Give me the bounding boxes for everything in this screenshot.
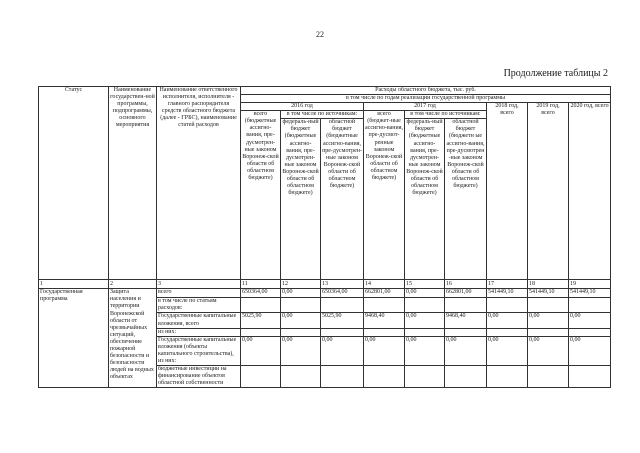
header-federal-2017: федераль-ный бюджет (бюджетные ассигно-вания, пре-дусмотрен-ные законом Воронеж-ской области об областном бюджете): [405, 119, 445, 280]
budget-table: [38, 86, 611, 388]
column-number: 13: [321, 280, 364, 289]
value-cell: 662801,00: [364, 289, 405, 298]
value-cell: [241, 298, 281, 313]
value-cell: [528, 328, 569, 336]
row-label: всего: [157, 289, 241, 298]
header-year-2017: 2017 год: [364, 103, 487, 111]
value-cell: [445, 298, 487, 313]
value-cell: [487, 298, 528, 313]
value-cell: 5025,90: [241, 313, 281, 328]
header-regional-2017: областной бюджет (бюджетн ые ассигно-вания, пре-дусмотрен -ные законом Воронеж-ской области об областном бюджете): [445, 119, 487, 280]
value-cell: [405, 328, 445, 336]
value-cell: 0,00: [281, 313, 321, 328]
program-cell: Защита населения и территории Воронежской области от чрезвычайных ситуаций, обеспечение пожарной безопасности и безопасности людей на водных объектах: [109, 289, 157, 388]
header-year-2016: 2016 год: [241, 103, 364, 111]
header-status: Статус: [39, 87, 109, 280]
row-label: в том числе по статьям расходов:: [157, 298, 241, 313]
value-cell: [281, 298, 321, 313]
column-number: 18: [528, 280, 569, 289]
value-cell: 541449,10: [487, 289, 528, 298]
header-by-years: в том числе по годам реализации государственной программы: [241, 95, 611, 103]
value-cell: 0,00: [281, 289, 321, 298]
value-cell: [487, 328, 528, 336]
value-cell: [569, 366, 611, 388]
column-number: 2: [109, 280, 157, 289]
value-cell: 0,00: [405, 313, 445, 328]
value-cell: [241, 328, 281, 336]
column-number: 16: [445, 280, 487, 289]
value-cell: 9468,40: [364, 313, 405, 328]
value-cell: 0,00: [528, 336, 569, 365]
header-federal-2016: федераль-ный бюджет (бюджетные ассигно-вания, пре-дусмотрен-ные законом Воронеж-ской области об областном бюджете): [281, 119, 321, 280]
value-cell: [528, 366, 569, 388]
value-cell: 0,00: [569, 336, 611, 365]
value-cell: 541449,10: [569, 289, 611, 298]
header-program-name: Наименование государствен-ной программы, подпрограммы, основного мероприятия: [109, 87, 157, 280]
header-year-2018: 2018 год, всего: [487, 103, 528, 280]
continuation-title: Продолжение таблицы 2: [503, 68, 608, 79]
value-cell: 0,00: [241, 336, 281, 365]
value-cell: 0,00: [281, 336, 321, 365]
value-cell: [445, 328, 487, 336]
header-regional-2016: областной бюджет (бюджетные ассигно-вания, пре-дусмотрен-ные законом Воронеж-ской области об областном бюджете): [321, 119, 364, 280]
header-sources-2017: в том числе по источникам:: [405, 111, 487, 119]
value-cell: 0,00: [405, 336, 445, 365]
value-cell: 541449,10: [528, 289, 569, 298]
row-label: из них:: [157, 328, 241, 336]
header-expenses: Расходы областного бюджета, тыс. руб.: [241, 87, 611, 95]
column-number: 3: [157, 280, 241, 289]
value-cell: 9468,40: [445, 313, 487, 328]
value-cell: [364, 298, 405, 313]
column-number: 11: [241, 280, 281, 289]
value-cell: 0,00: [445, 336, 487, 365]
value-cell: [321, 366, 364, 388]
value-cell: [405, 298, 445, 313]
value-cell: [405, 366, 445, 388]
value-cell: 0,00: [405, 289, 445, 298]
table-row: [39, 289, 611, 298]
value-cell: 0,00: [487, 313, 528, 328]
value-cell: 0,00: [364, 336, 405, 365]
header-total-2017: всего (бюджет-ные ассигно-вания, пре-дусмот-ренные законом Воронеж-ской области об областном бюджете): [364, 111, 405, 280]
header-executor-name: Наименование ответственного исполнителя, исполнителя - главного распорядителя средств областного бюджета (далее - ГРБС), наименование статей расходов: [157, 87, 241, 280]
column-number: 19: [569, 280, 611, 289]
header-total-2016: всего (бюджетные ассигно-вания, пре-дусмотрен-ные законом Воронеж-ской области об областном бюджете): [241, 111, 281, 280]
value-cell: 0,00: [487, 336, 528, 365]
value-cell: 0,00: [569, 313, 611, 328]
value-cell: [364, 366, 405, 388]
value-cell: [569, 328, 611, 336]
value-cell: [321, 328, 364, 336]
value-cell: [445, 366, 487, 388]
header-year-2019: 2019 год, всего: [528, 103, 569, 280]
value-cell: [281, 366, 321, 388]
value-cell: [241, 366, 281, 388]
row-label: Государственные капитальные вложения (объекты капитального строительства), из них:: [157, 336, 241, 365]
value-cell: [321, 298, 364, 313]
value-cell: 5025,90: [321, 313, 364, 328]
value-cell: 650364,00: [321, 289, 364, 298]
column-number-row: [39, 280, 611, 289]
value-cell: 650364,00: [241, 289, 281, 298]
page-number: 22: [316, 30, 324, 39]
value-cell: [487, 366, 528, 388]
column-number: 15: [405, 280, 445, 289]
value-cell: [281, 328, 321, 336]
value-cell: 0,00: [321, 336, 364, 365]
value-cell: 662801,00: [445, 289, 487, 298]
status-cell: Государственная программа: [39, 289, 109, 388]
value-cell: [569, 298, 611, 313]
column-number: 17: [487, 280, 528, 289]
value-cell: 0,00: [528, 313, 569, 328]
column-number: 14: [364, 280, 405, 289]
column-number: 12: [281, 280, 321, 289]
row-label: Государственные капитальные вложения, всего: [157, 313, 241, 328]
header-sources-2016: в том числе по источникам:: [281, 111, 364, 119]
row-label: бюджетные инвестиции на финансирование объектов областной собственности: [157, 366, 241, 388]
header-year-2020: 2020 год, всего: [569, 103, 611, 280]
column-number: 1: [39, 280, 109, 289]
value-cell: [528, 298, 569, 313]
value-cell: [364, 328, 405, 336]
